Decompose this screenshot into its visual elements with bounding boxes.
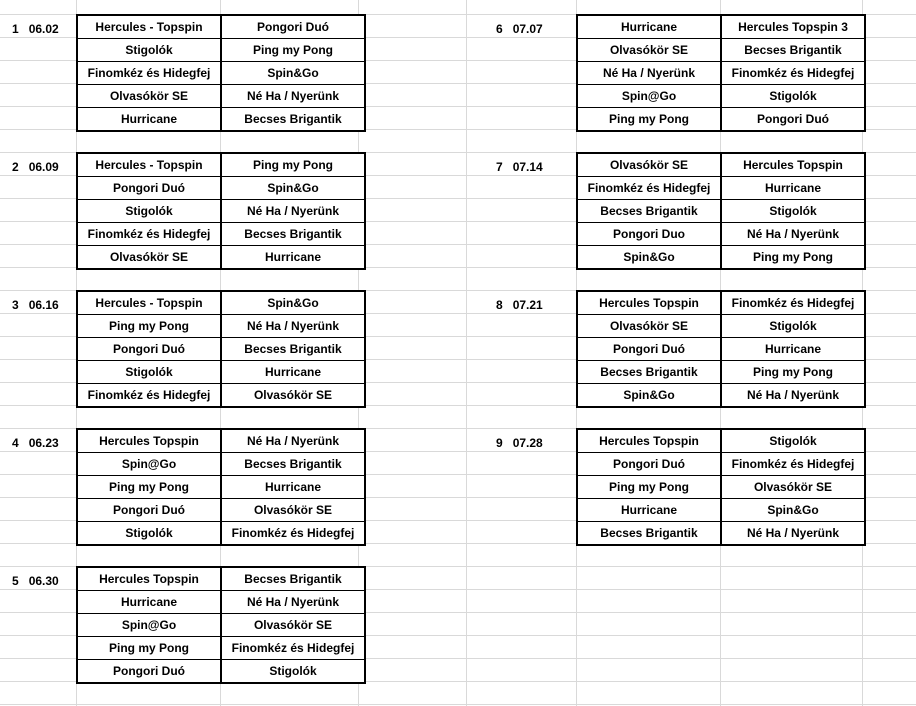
home-team-cell[interactable]: Ping my Pong xyxy=(78,637,222,659)
home-team-cell[interactable]: Stigolók xyxy=(78,200,222,222)
home-team-cell[interactable]: Spin@Go xyxy=(78,614,222,636)
match-row xyxy=(578,246,864,268)
away-team-cell[interactable]: Né Ha / Nyerünk xyxy=(746,388,840,402)
away-team-cell[interactable]: Hurricane xyxy=(764,181,822,195)
match-row xyxy=(78,384,364,406)
round-date: 07.07 xyxy=(512,22,543,36)
home-team-cell[interactable]: Spin&Go xyxy=(578,384,722,406)
away-team-cell[interactable]: Stigolók xyxy=(269,664,317,678)
match-row xyxy=(578,499,864,522)
match-row xyxy=(78,39,364,62)
away-team-cell[interactable]: Né Ha / Nyerünk xyxy=(746,227,840,241)
away-team-cell[interactable]: Spin&Go xyxy=(267,66,319,80)
round-label xyxy=(12,18,59,41)
away-team-cell[interactable]: Hercules Topspin xyxy=(743,158,843,172)
away-team-cell[interactable]: Becses Brigantik xyxy=(244,457,342,471)
home-team-cell[interactable]: Ping my Pong xyxy=(78,315,222,337)
home-team-cell[interactable]: Becses Brigantik xyxy=(578,522,722,544)
round-table xyxy=(576,290,866,408)
match-row xyxy=(578,16,864,39)
round-label xyxy=(496,18,543,41)
home-team-cell[interactable]: Hercules Topspin xyxy=(578,430,722,452)
round-number: 1 xyxy=(12,22,19,36)
round-number: 8 xyxy=(496,298,503,312)
away-team-cell[interactable]: Spin&Go xyxy=(767,503,819,517)
home-team-cell[interactable]: Ping my Pong xyxy=(78,476,222,498)
match-row xyxy=(78,591,364,614)
away-team-cell[interactable]: Becses Brigantik xyxy=(244,342,342,356)
round-label xyxy=(496,432,543,455)
home-team-cell[interactable]: Pongori Duó xyxy=(78,499,222,521)
away-team-cell[interactable]: Né Ha / Nyerünk xyxy=(246,89,340,103)
away-team-cell[interactable]: Né Ha / Nyerünk xyxy=(246,319,340,333)
away-team-cell[interactable]: Hurricane xyxy=(264,365,322,379)
away-team-cell[interactable]: Becses Brigantik xyxy=(244,227,342,241)
away-team-cell[interactable]: Né Ha / Nyerünk xyxy=(246,204,340,218)
home-team-cell[interactable]: Pongori Duó xyxy=(578,453,722,475)
home-team-cell[interactable]: Né Ha / Nyerünk xyxy=(578,62,722,84)
round-number: 5 xyxy=(12,574,19,588)
match-row xyxy=(78,338,364,361)
away-team-cell[interactable]: Finomkéz és Hidegfej xyxy=(731,66,855,80)
away-team-cell[interactable]: Pongori Duó xyxy=(257,20,329,34)
away-team-cell[interactable]: Hurricane xyxy=(264,250,322,264)
home-team-cell[interactable]: Hurricane xyxy=(78,591,222,613)
home-team-cell[interactable]: Finomkéz és Hidegfej xyxy=(78,384,222,406)
match-row xyxy=(578,177,864,200)
home-team-cell[interactable]: Ping my Pong xyxy=(578,108,722,130)
match-row xyxy=(78,108,364,130)
away-team-cell[interactable]: Spin&Go xyxy=(267,296,319,310)
match-row xyxy=(78,637,364,660)
away-team-cell[interactable]: Hurricane xyxy=(764,342,822,356)
round-date: 07.21 xyxy=(512,298,543,312)
gridline-column xyxy=(466,0,467,706)
round-table xyxy=(76,290,366,408)
round-date: 07.28 xyxy=(512,436,543,450)
home-team-cell[interactable]: Finomkéz és Hidegfej xyxy=(578,177,722,199)
home-team-cell[interactable]: Hercules Topspin xyxy=(78,568,222,590)
round-label xyxy=(12,156,59,179)
away-team-cell[interactable]: Pongori Duó xyxy=(757,112,829,126)
away-team-cell[interactable]: Stigolók xyxy=(769,434,817,448)
match-row xyxy=(578,292,864,315)
home-team-cell[interactable]: Olvasókör SE xyxy=(78,246,222,268)
round-number: 7 xyxy=(496,160,503,174)
away-team-cell[interactable]: Finomkéz és Hidegfej xyxy=(231,641,355,655)
round-label xyxy=(12,432,59,455)
match-row xyxy=(78,292,364,315)
round-table xyxy=(576,152,866,270)
home-team-cell[interactable]: Finomkéz és Hidegfej xyxy=(78,223,222,245)
home-team-cell[interactable]: Hurricane xyxy=(78,108,222,130)
home-team-cell[interactable]: Olvasókör SE xyxy=(578,39,722,61)
away-team-cell[interactable]: Ping my Pong xyxy=(252,43,333,57)
match-row xyxy=(578,453,864,476)
round-label xyxy=(12,570,59,593)
home-team-cell[interactable]: Stigolók xyxy=(78,39,222,61)
home-team-cell[interactable]: Stigolók xyxy=(78,361,222,383)
match-row xyxy=(578,522,864,544)
home-team-cell[interactable]: Pongori Duó xyxy=(78,338,222,360)
home-team-cell[interactable]: Pongori Duó xyxy=(578,338,722,360)
round-date: 07.14 xyxy=(512,160,543,174)
match-row xyxy=(578,85,864,108)
home-team-cell[interactable]: Hercules - Topspin xyxy=(78,16,222,38)
away-team-cell[interactable]: Stigolók xyxy=(769,319,817,333)
away-team-cell[interactable]: Stigolók xyxy=(769,204,817,218)
home-team-cell[interactable]: Hurricane xyxy=(578,499,722,521)
home-team-cell[interactable]: Finomkéz és Hidegfej xyxy=(78,62,222,84)
round-date: 06.09 xyxy=(28,160,59,174)
home-team-cell[interactable]: Spin@Go xyxy=(578,85,722,107)
away-team-cell[interactable]: Olvasókör SE xyxy=(253,388,333,402)
round-number: 4 xyxy=(12,436,19,450)
match-row xyxy=(578,108,864,130)
round-table xyxy=(576,428,866,546)
match-row xyxy=(78,246,364,268)
away-team-cell[interactable]: Né Ha / Nyerünk xyxy=(746,526,840,540)
round-table xyxy=(76,14,366,132)
home-team-cell[interactable]: Stigolók xyxy=(78,522,222,544)
match-row xyxy=(78,453,364,476)
home-team-cell[interactable]: Olvasókör SE xyxy=(578,154,722,176)
round-number: 9 xyxy=(496,436,503,450)
match-row xyxy=(578,154,864,177)
round-number: 2 xyxy=(12,160,19,174)
home-team-cell[interactable]: Hercules Topspin xyxy=(578,292,722,314)
home-team-cell[interactable]: Pongori Duó xyxy=(78,177,222,199)
round-table xyxy=(76,428,366,546)
match-row xyxy=(78,16,364,39)
match-row xyxy=(78,62,364,85)
home-team-cell[interactable]: Olvasókör SE xyxy=(78,85,222,107)
match-row xyxy=(578,430,864,453)
home-team-cell[interactable]: Hercules - Topspin xyxy=(78,292,222,314)
round-number: 3 xyxy=(12,298,19,312)
away-team-cell[interactable]: Finomkéz és Hidegfej xyxy=(731,296,855,310)
away-team-cell[interactable]: Finomkéz és Hidegfej xyxy=(231,526,355,540)
round-number: 6 xyxy=(496,22,503,36)
away-team-cell[interactable]: Becses Brigantik xyxy=(744,43,842,57)
away-team-cell[interactable]: Ping my Pong xyxy=(752,250,833,264)
home-team-cell[interactable]: Becses Brigantik xyxy=(578,200,722,222)
away-team-cell[interactable]: Hurricane xyxy=(264,480,322,494)
match-row xyxy=(578,384,864,406)
match-row xyxy=(78,223,364,246)
home-team-cell[interactable]: Spin&Go xyxy=(578,246,722,268)
away-team-cell[interactable]: Finomkéz és Hidegfej xyxy=(731,457,855,471)
home-team-cell[interactable]: Pongori Duo xyxy=(578,223,722,245)
match-row xyxy=(578,338,864,361)
away-team-cell[interactable]: Olvasókör SE xyxy=(753,480,833,494)
round-table xyxy=(576,14,866,132)
away-team-cell[interactable]: Becses Brigantik xyxy=(244,112,342,126)
round-label xyxy=(496,156,543,179)
round-date: 06.16 xyxy=(28,298,59,312)
match-row xyxy=(78,200,364,223)
match-row xyxy=(578,476,864,499)
round-label xyxy=(12,294,59,317)
match-row xyxy=(78,660,364,682)
match-row xyxy=(78,568,364,591)
match-row xyxy=(78,361,364,384)
away-team-cell[interactable]: Ping my Pong xyxy=(252,158,333,172)
away-team-cell[interactable]: Né Ha / Nyerünk xyxy=(246,434,340,448)
round-date: 06.30 xyxy=(28,574,59,588)
round-date: 06.23 xyxy=(28,436,59,450)
match-row xyxy=(578,200,864,223)
away-team-cell[interactable]: Spin&Go xyxy=(267,181,319,195)
match-row xyxy=(78,522,364,544)
round-label xyxy=(496,294,543,317)
home-team-cell[interactable]: Becses Brigantik xyxy=(578,361,722,383)
match-row xyxy=(78,154,364,177)
away-team-cell[interactable]: Olvasókör SE xyxy=(253,503,333,517)
home-team-cell[interactable]: Olvasókör SE xyxy=(578,315,722,337)
match-row xyxy=(78,85,364,108)
home-team-cell[interactable]: Pongori Duó xyxy=(78,660,222,682)
round-date: 06.02 xyxy=(28,22,59,36)
away-team-cell[interactable]: Ping my Pong xyxy=(752,365,833,379)
away-team-cell[interactable]: Olvasókör SE xyxy=(253,618,333,632)
match-row xyxy=(78,177,364,200)
match-row xyxy=(578,39,864,62)
round-table xyxy=(76,566,366,684)
match-row xyxy=(578,62,864,85)
round-table xyxy=(76,152,366,270)
match-row xyxy=(78,430,364,453)
away-team-cell[interactable]: Becses Brigantik xyxy=(244,572,342,586)
away-team-cell[interactable]: Né Ha / Nyerünk xyxy=(246,595,340,609)
match-row xyxy=(578,223,864,246)
home-team-cell[interactable]: Spin@Go xyxy=(78,453,222,475)
home-team-cell[interactable]: Hurricane xyxy=(578,16,722,38)
home-team-cell[interactable]: Hercules Topspin xyxy=(78,430,222,452)
away-team-cell[interactable]: Stigolók xyxy=(769,89,817,103)
gridline-row xyxy=(0,704,916,705)
home-team-cell[interactable]: Hercules - Topspin xyxy=(78,154,222,176)
match-row xyxy=(78,614,364,637)
match-row xyxy=(578,315,864,338)
match-row xyxy=(78,315,364,338)
match-row xyxy=(78,476,364,499)
home-team-cell[interactable]: Ping my Pong xyxy=(578,476,722,498)
match-row xyxy=(578,361,864,384)
match-row xyxy=(78,499,364,522)
away-team-cell[interactable]: Hercules Topspin 3 xyxy=(738,20,848,34)
